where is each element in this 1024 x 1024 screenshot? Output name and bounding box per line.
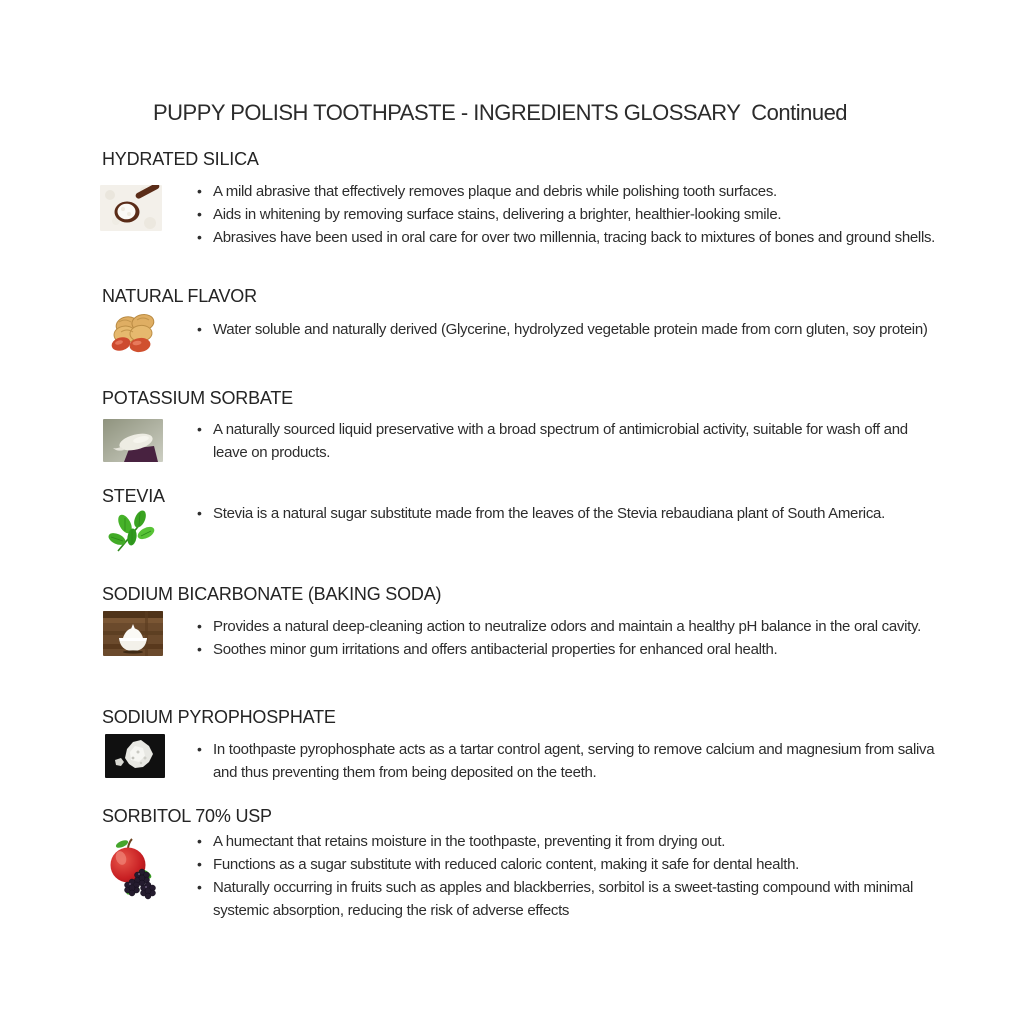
spoon-of-silica-powder-image (100, 185, 162, 231)
section-sodium-pyrophosphate (102, 707, 962, 781)
pyrophosphate-crystals-image (105, 734, 165, 778)
section-heading: SORBITOL 70% USP (102, 806, 272, 826)
bullet-item: • A humectant that retains moisture in the toothpaste, preventing it from drying out. (196, 830, 938, 853)
bullet-list (196, 830, 938, 922)
baking-soda-bowl-image (103, 611, 163, 656)
bullet-list (196, 502, 938, 525)
bullet-list (196, 615, 938, 661)
bullet-item: • Stevia is a natural sugar substitute made from the leaves of the Stevia rebaudiana plant of South America. (196, 502, 938, 525)
section-heading: SODIUM PYROPHOSPHATE (102, 707, 336, 727)
bullet-list (196, 180, 938, 249)
section-heading: POTASSIUM SORBATE (102, 388, 293, 408)
bullet-item: • A naturally sourced liquid preservative with a broad spectrum of antimicrobial activity, suitable for wash off and leave on products. (196, 418, 938, 464)
bullet-item: • In toothpaste pyrophosphate acts as a tartar control agent, serving to remove calcium and magnesium from saliva and thus preventing them from being deposited on the teeth. (196, 738, 938, 784)
section-hydrated-silica (102, 149, 962, 246)
bullet-list (196, 418, 938, 464)
bullet-item: • A mild abrasive that effectively removes plaque and debris while polishing tooth surfaces. (196, 180, 938, 203)
bullet-item: • Naturally occurring in fruits such as apples and blackberries, sorbitol is a sweet-tasting compound with minimal systemic absorption, reducing the risk of adverse effects (196, 876, 938, 922)
bullet-item: • Aids in whitening by removing surface stains, delivering a brighter, healthier-looking smile. (196, 203, 938, 226)
bullet-item: • Soothes minor gum irritations and offers antibacterial properties for enhanced oral health. (196, 638, 938, 661)
section-sodium-bicarbonate (102, 584, 962, 658)
bullet-item: • Provides a natural deep-cleaning action to neutralize odors and maintain a healthy pH balance in the oral cavity. (196, 615, 938, 638)
section-natural-flavor (102, 286, 962, 338)
page-title: PUPPY POLISH TOOTHPASTE - INGREDIENTS GLOSSARY Continued (152, 100, 848, 125)
apple-and-blackberries-image (103, 836, 163, 902)
section-heading: STEVIA (102, 486, 165, 506)
section-heading: HYDRATED SILICA (102, 149, 259, 169)
section-sorbitol (102, 806, 962, 919)
cream-preservative-image (103, 419, 163, 462)
section-stevia (102, 486, 962, 522)
bullet-item: • Functions as a sugar substitute with reduced caloric content, making it safe for dental health. (196, 853, 938, 876)
bullet-item: • Water soluble and naturally derived (Glycerine, hydrolyzed vegetable protein made from corn gluten, soy protein) (196, 318, 938, 341)
section-heading: SODIUM BICARBONATE (BAKING SODA) (102, 584, 442, 604)
bullet-item: • Abrasives have been used in oral care for over two millennia, tracing back to mixtures of bones and ground shells. (196, 226, 938, 249)
section-potassium-sorbate (102, 388, 962, 461)
bullet-list (196, 318, 938, 341)
peanuts-image (103, 308, 165, 356)
stevia-leaves-image (104, 507, 160, 557)
section-heading: NATURAL FLAVOR (102, 286, 257, 306)
bullet-list (196, 738, 938, 784)
